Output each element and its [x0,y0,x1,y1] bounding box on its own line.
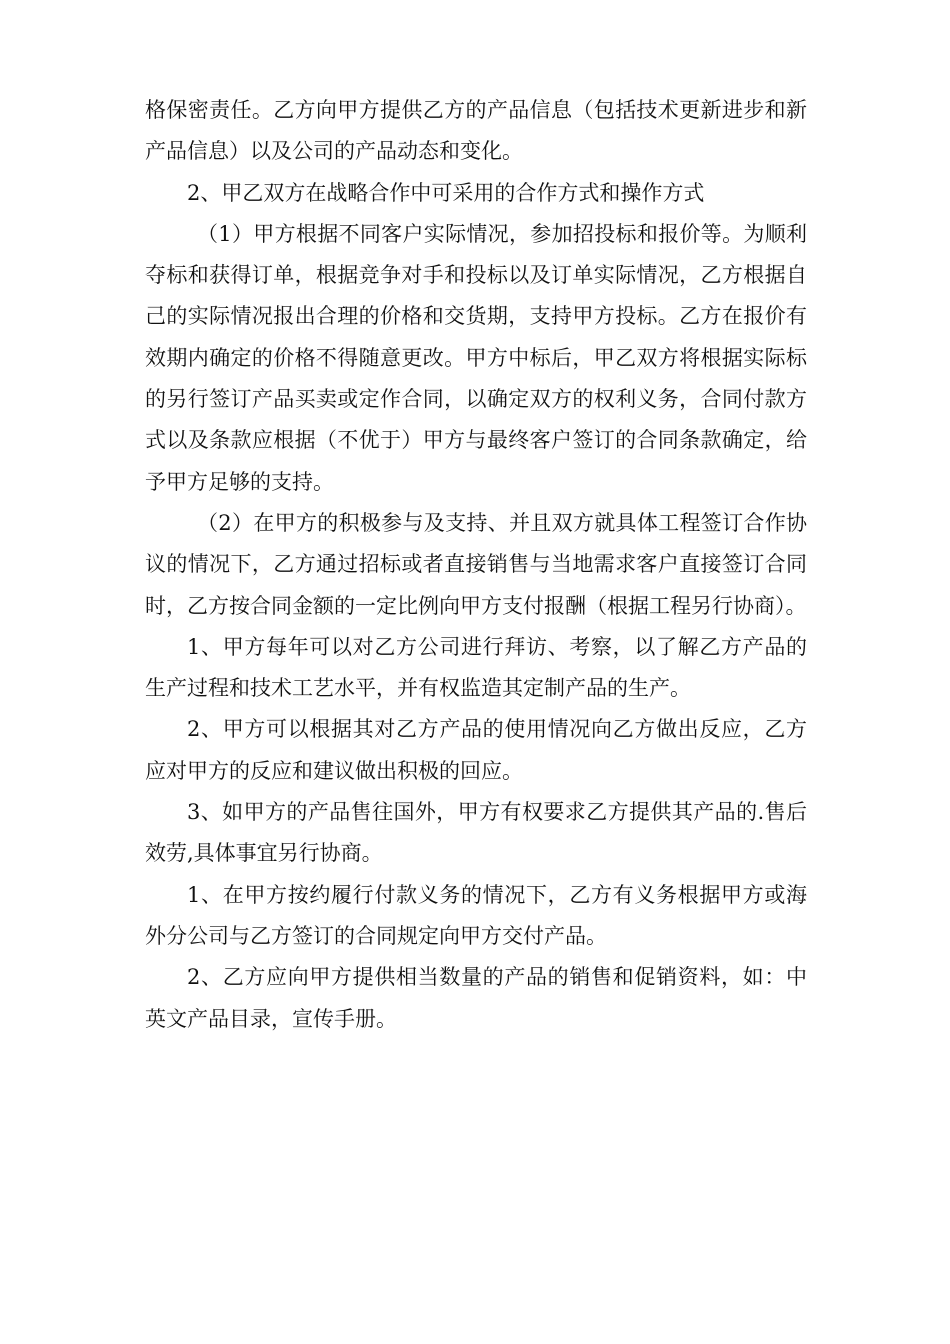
paragraph-confidentiality: 格保密责任。乙方向甲方提供乙方的产品信息（包括技术更新进步和新产品信息）以及公司的产品动态和变化。 [145,98,807,164]
paragraph-feedback: 2、甲方可以根据其对乙方产品的使用情况向乙方做出反应，乙方应对甲方的反应和建议做出积极的回应。 [145,717,807,783]
document-body [145,90,807,1040]
paragraph-cooperation-heading: 2、甲乙双方在战略合作中可采用的合作方式和操作方式 [187,180,705,205]
paragraph-inspection: 1、甲方每年可以对乙方公司进行拜访、考察，以了解乙方产品的生产过程和技术工艺水平，并有权监造其定制产品的生产。 [145,634,807,701]
paragraph-promotion-materials: 2、乙方应向甲方提供相当数量的产品的销售和促销资料，如：中英文产品目录，宣传手册。 [145,965,807,1031]
paragraph-remuneration: （2）在甲方的积极参与及支持、并且双方就具体工程签订合作协议的情况下，乙方通过招标或者直接销售与当地需求客户直接签订合同时，乙方按合同金额的一定比例向甲方支付报酬（根据工程另行协商）。 [145,510,807,618]
paragraph-delivery: 1、在甲方按约履行付款义务的情况下，乙方有义务根据甲方或海外分公司与乙方签订的合同规定向甲方交付产品。 [145,882,807,948]
paragraph-after-sales: 3、如甲方的产品售往国外，甲方有权要求乙方提供其产品的.售后效劳,具体事宜另行协商。 [145,800,807,866]
paragraph-bidding: （1）甲方根据不同客户实际情况，参加招投标和报价等。为顺利夺标和获得订单，根据竞争对手和投标以及订单实际情况，乙方根据自己的实际情况报出合理的价格和交货期，支持甲方投标。乙方在报价有效期内确定的价格不得随意更改。甲方中标后，甲乙双方将根据实际标的另行签订产品买卖或定作合同，以确定双方的权利义务，合同付款方式以及条款应根据（不优于）甲方与最终客户签订的合同条款确定，给予甲方足够的支持。 [145,221,807,494]
